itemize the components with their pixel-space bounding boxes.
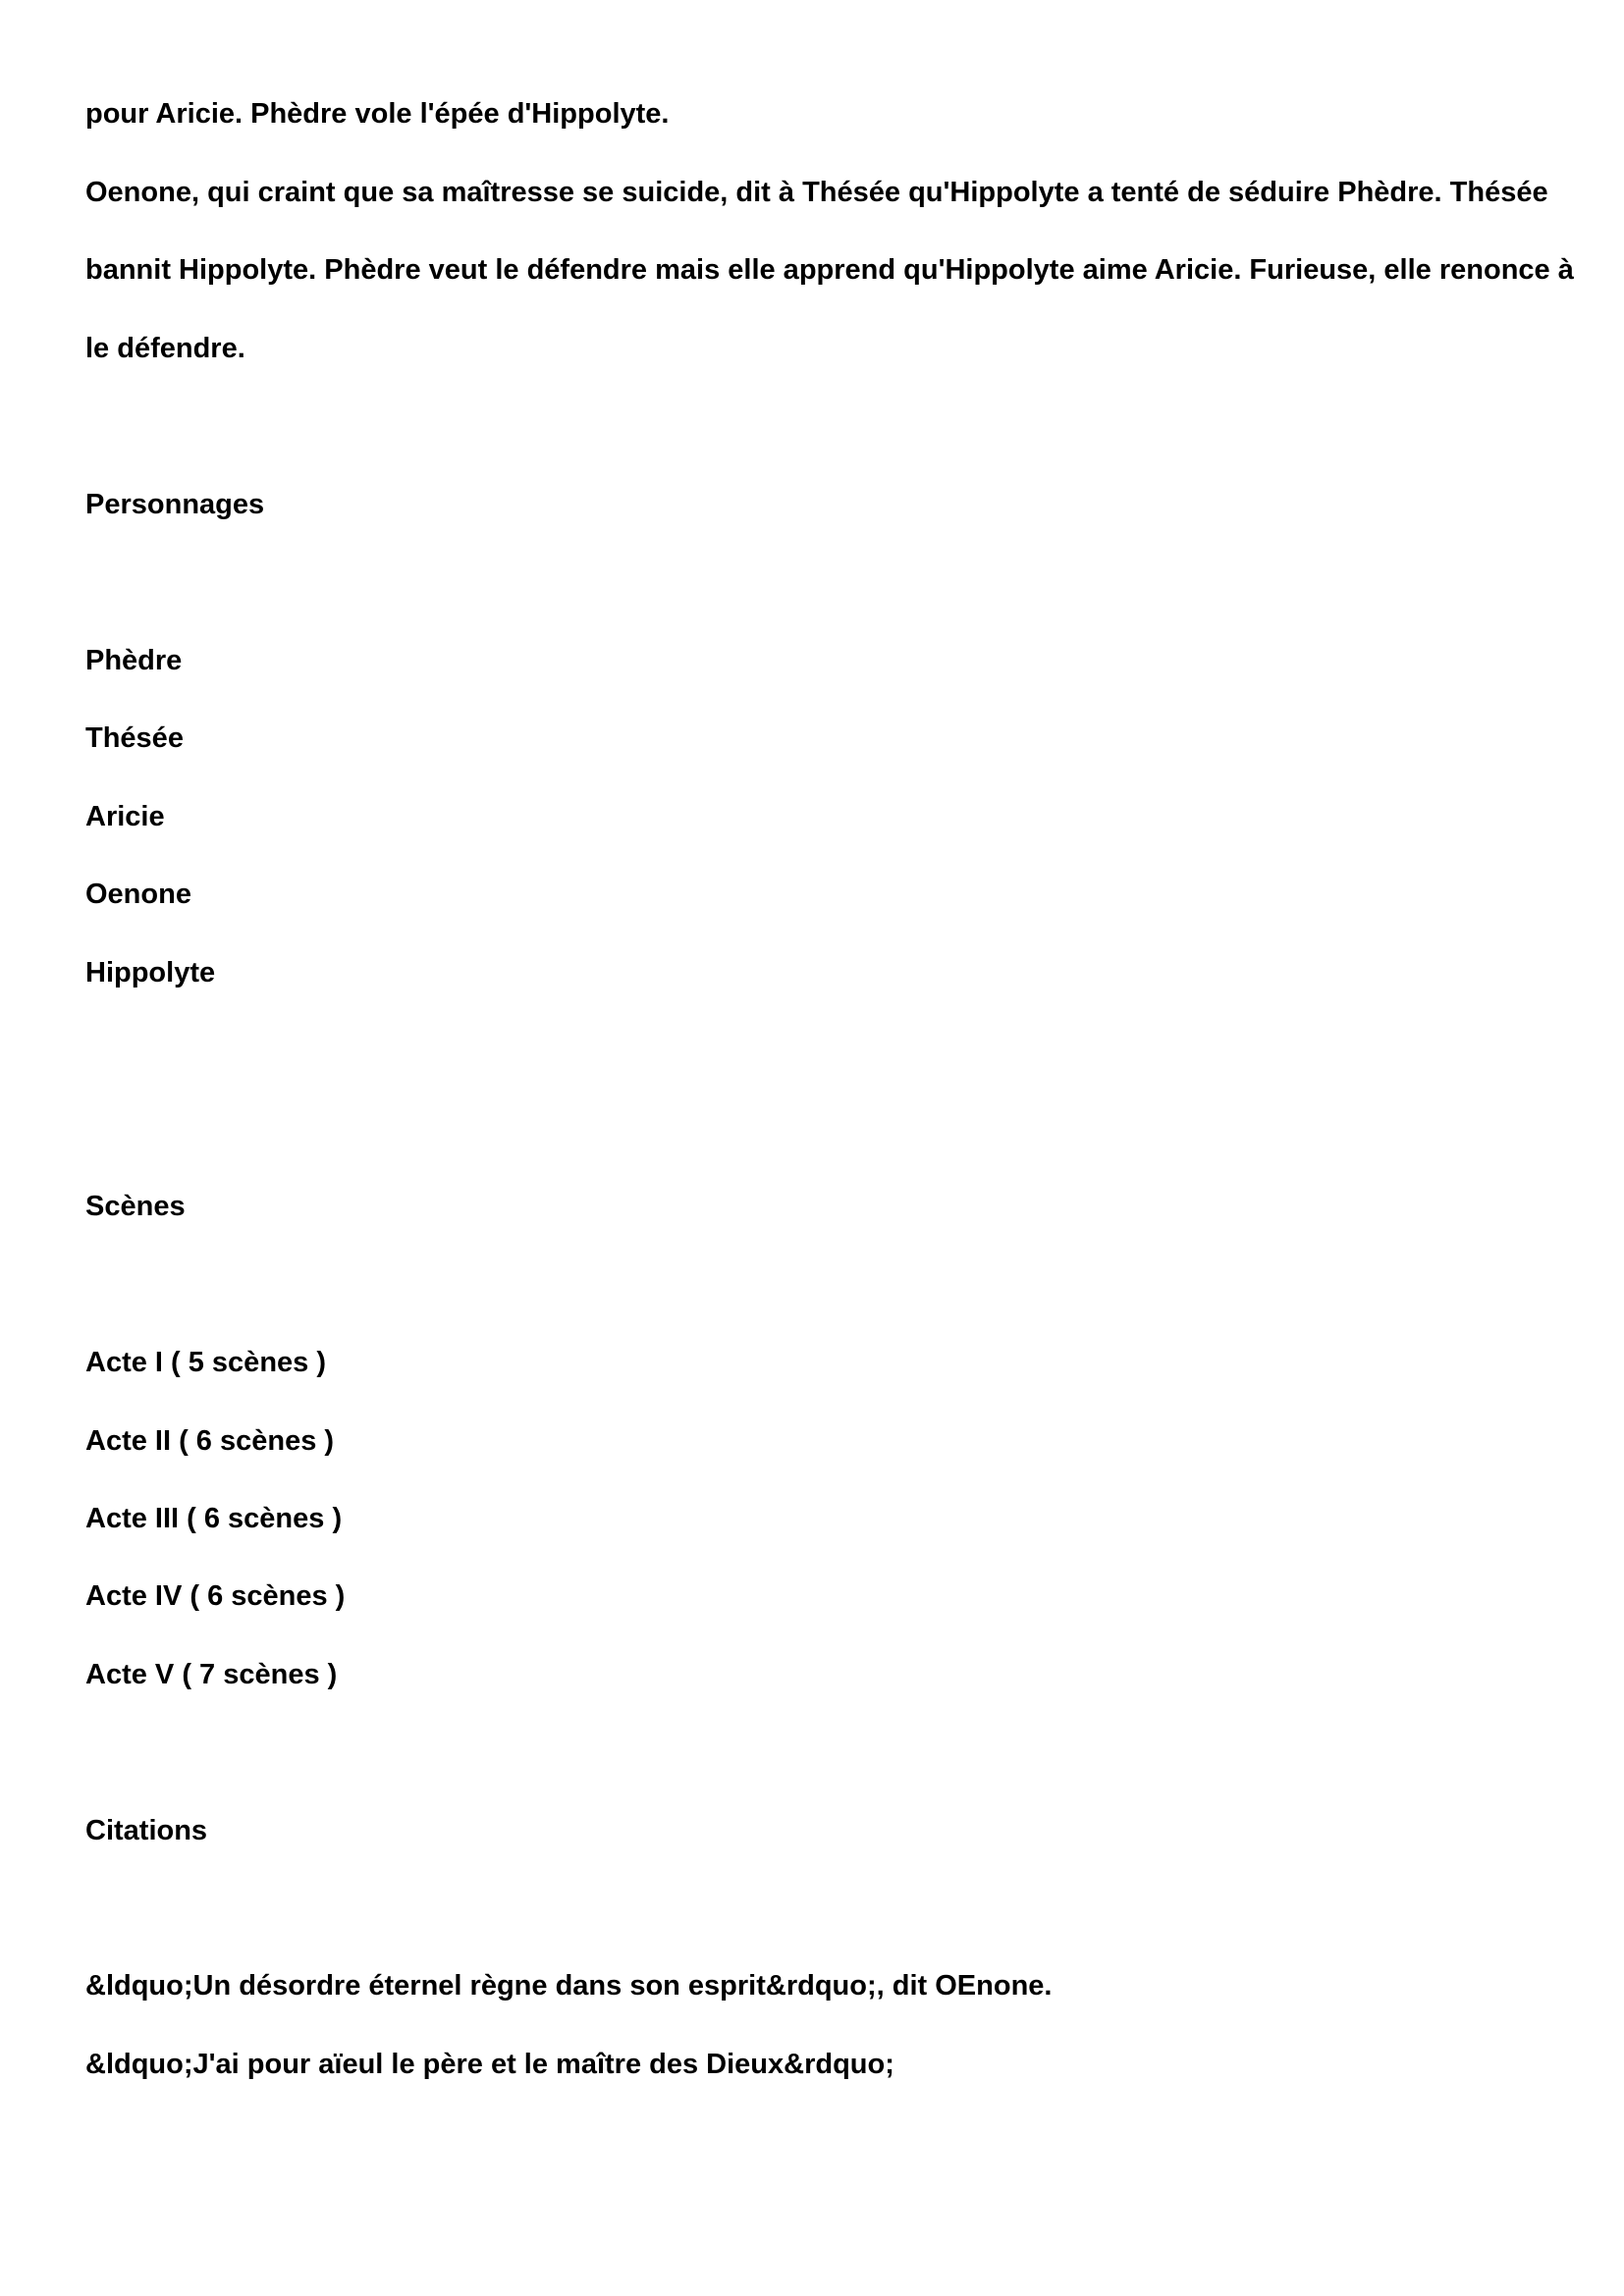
character-item: Thésée bbox=[85, 722, 184, 754]
section-heading-personnages: Personnages bbox=[85, 489, 265, 520]
act-item: Acte IV ( 6 scènes ) bbox=[85, 1580, 346, 1612]
paragraph-line: bannit Hippolyte. Phèdre veut le défendre mais elle apprend qu'Hippolyte aime Aricie. Furieuse, elle renonce à bbox=[85, 254, 1574, 286]
section-heading-scenes: Scènes bbox=[85, 1191, 186, 1222]
paragraph-line: Oenone, qui craint que sa maîtresse se suicide, dit à Thésée qu'Hippolyte a tenté de séduire Phèdre. Thésée bbox=[85, 177, 1548, 208]
act-item: Acte I ( 5 scènes ) bbox=[85, 1347, 326, 1378]
paragraph-line: le défendre. bbox=[85, 333, 245, 364]
act-item: Acte II ( 6 scènes ) bbox=[85, 1425, 335, 1457]
act-item: Acte V ( 7 scènes ) bbox=[85, 1659, 338, 1690]
character-item: Aricie bbox=[85, 801, 165, 832]
citation-item: &ldquo;Un désordre éternel règne dans son esprit&rdquo;, dit OEnone. bbox=[85, 1970, 1053, 2002]
character-item: Oenone bbox=[85, 879, 191, 910]
section-heading-citations: Citations bbox=[85, 1815, 208, 1846]
act-item: Acte III ( 6 scènes ) bbox=[85, 1503, 343, 1534]
character-item: Phèdre bbox=[85, 645, 183, 676]
intro-line: pour Aricie. Phèdre vole l'épée d'Hippolyte. bbox=[85, 98, 670, 130]
character-item: Hippolyte bbox=[85, 957, 216, 988]
citation-item: &ldquo;J'ai pour aïeul le père et le maître des Dieux&rdquo; bbox=[85, 2049, 894, 2080]
